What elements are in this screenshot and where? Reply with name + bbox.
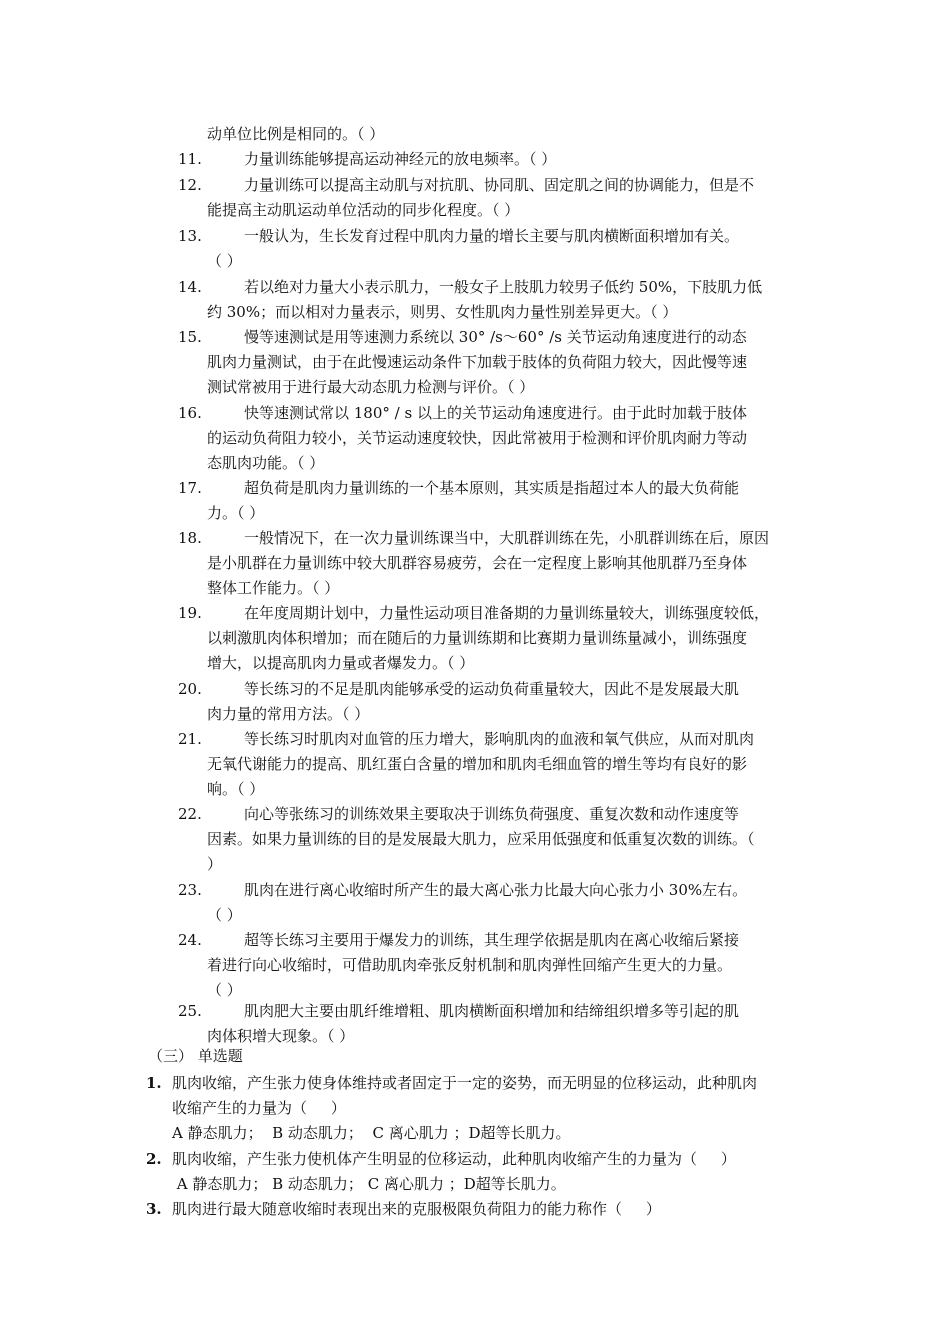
item-text-line: 着进行向心收缩时，可借助肌肉牵张反射机制和肌肉弹性回缩产生更大的力量。 bbox=[207, 956, 733, 975]
item-text-line: 的运动负荷阻力较小，关节运动速度较快，因此常被用于检测和评价肌肉耐力等动 bbox=[207, 429, 748, 448]
item-text-line: （ ） bbox=[207, 252, 242, 271]
item-number: 22. bbox=[178, 805, 202, 823]
item-text-line: 无氧代谢能力的提高、肌红蛋白含量的增加和肌肉毛细血管的增生等均有良好的影 bbox=[207, 755, 748, 774]
item-text-line: 因素。如果力量训练的目的是发展最大肌力，应采用低强度和低重复次数的训练。（ bbox=[207, 830, 755, 849]
item-text-line: 响。（ ） bbox=[207, 780, 265, 799]
item-text-line: 一般情况下，在一次力量训练课当中，大肌群训练在先，小肌群训练在后，原因 bbox=[244, 529, 770, 547]
item-text-line: 肌肉力量测试，由于在此慢速运动条件下加载于肢体的负荷阻力较大，因此慢等速 bbox=[207, 353, 748, 372]
item-text-line: 等长练习的不足是肌肉能够承受的运动负荷重量较大，因此不是发展最大肌 bbox=[244, 680, 740, 698]
item-number: 12. bbox=[178, 176, 202, 194]
item-number: 13. bbox=[178, 227, 202, 245]
item-text-line: 肉力量的常用方法。（ ） bbox=[207, 705, 370, 724]
item-text-line: 态肌肉功能。（ ） bbox=[207, 454, 325, 473]
item-text-line: 快等速测试常以 180° / s 以上的关节运动角速度进行。由于此时加载于肢体 bbox=[244, 404, 747, 422]
item-number: 18. bbox=[178, 529, 202, 547]
item-text-line: 肌肉在进行离心收缩时所产生的最大离心张力比最大向心张力小 30%左右。 bbox=[244, 881, 748, 899]
item-text-line: 增大，以提高肌肉力量或者爆发力。（ ） bbox=[207, 654, 475, 673]
item-text-line: 若以绝对力量大小表示肌力，一般女子上肢肌力较男子低约 50%，下肢肌力低 bbox=[244, 278, 763, 296]
question-number: 2. bbox=[146, 1150, 162, 1168]
item-number: 16. bbox=[178, 404, 202, 422]
item-number: 14. bbox=[178, 278, 202, 296]
item-text-line: 力量训练能够提高运动神经元的放电频率。（ ） bbox=[244, 150, 557, 168]
item-number: 24. bbox=[178, 931, 202, 949]
question-text-line: 肌肉进行最大随意收缩时表现出来的克服极限负荷阻力的能力称作（ ） bbox=[172, 1200, 661, 1218]
item-text-line: 肉体积增大现象。（ ） bbox=[207, 1027, 355, 1046]
item-text-line: 以刺激肌肉体积增加；而在随后的力量训练期和比赛期力量训练量减小，训练强度 bbox=[207, 629, 748, 648]
continuation-line: 动单位比例是相同的。（ ） bbox=[207, 125, 385, 143]
item-text-line: 超负荷是肌肉力量训练的一个基本原则，其实质是指超过本人的最大负荷能 bbox=[244, 479, 740, 497]
answer-options: A 静态肌力； B 动态肌力； C 离心肌力 ；D超等长肌力。 bbox=[172, 1175, 566, 1194]
item-text-line: 整体工作能力。（ ） bbox=[207, 579, 340, 598]
item-number: 20. bbox=[178, 680, 202, 698]
item-text-line: 超等长练习主要用于爆发力的训练，其生理学依据是肌肉在离心收缩后紧接 bbox=[244, 931, 740, 949]
item-text-line: 力。（ ） bbox=[207, 504, 265, 523]
item-text-line: 是小肌群在力量训练中较大肌群容易疲劳，会在一定程度上影响其他肌群乃至身体 bbox=[207, 554, 748, 573]
item-number: 17. bbox=[178, 479, 202, 497]
question-text-line: 肌肉收缩，产生张力使身体维持或者固定于一定的姿势，而无明显的位移运动，此种肌肉 bbox=[172, 1074, 758, 1092]
item-text-line: 向心等张练习的训练效果主要取决于训练负荷强度、重复次数和动作速度等 bbox=[244, 805, 740, 823]
item-text-line: 在年度周期计划中，力量性运动项目准备期的力量训练量较大，训练强度较低， bbox=[244, 604, 770, 622]
item-text-line: 等长练习时肌肉对血管的压力增大，影响肌肉的血液和氧气供应，从而对肌肉 bbox=[244, 730, 755, 748]
question-number: 1. bbox=[146, 1074, 162, 1092]
item-text-line: 测试常被用于进行最大动态肌力检测与评价。（ ） bbox=[207, 378, 535, 397]
item-number: 25. bbox=[178, 1002, 202, 1020]
item-text-line: 约 30%；而以相对力量表示，则男、女性肌肉力量性别差异更大。（ ） bbox=[207, 303, 678, 322]
item-text-line: ） bbox=[207, 855, 223, 874]
item-number: 21. bbox=[178, 730, 202, 748]
item-number: 19. bbox=[178, 604, 202, 622]
item-text-line: 一般认为，生长发育过程中肌肉力量的增长主要与肌肉横断面积增加有关。 bbox=[244, 227, 740, 245]
question-text-line: 收缩产生的力量为（ ） bbox=[172, 1099, 346, 1118]
item-text-line: 力量训练可以提高主动肌与对抗肌、协同肌、固定肌之间的协调能力，但是不 bbox=[244, 176, 755, 194]
item-text-line: （ ） bbox=[207, 981, 242, 1000]
item-number: 15. bbox=[178, 328, 202, 346]
question-number: 3. bbox=[146, 1200, 162, 1218]
item-text-line: 肌肉肥大主要由肌纤维增粗、肌肉横断面积增加和结缔组织增多等引起的肌 bbox=[244, 1002, 740, 1020]
item-number: 11. bbox=[178, 150, 202, 168]
item-text-line: （ ） bbox=[207, 906, 242, 925]
answer-options: A 静态肌力； B 动态肌力； C 离心肌力 ；D超等长肌力。 bbox=[172, 1124, 571, 1143]
item-text-line: 慢等速测试是用等速测力系统以 30° /s～60° /s 关节运动角速度进行的动态 bbox=[244, 328, 747, 346]
item-text-line: 能提高主动肌运动单位活动的同步化程度。（ ） bbox=[207, 201, 520, 220]
item-number: 23. bbox=[178, 881, 202, 899]
question-text-line: 肌肉收缩，产生张力使机体产生明显的位移运动，此种肌肉收缩产生的力量为（ ） bbox=[172, 1150, 736, 1168]
section-title: （三） 单选题 bbox=[148, 1047, 243, 1065]
